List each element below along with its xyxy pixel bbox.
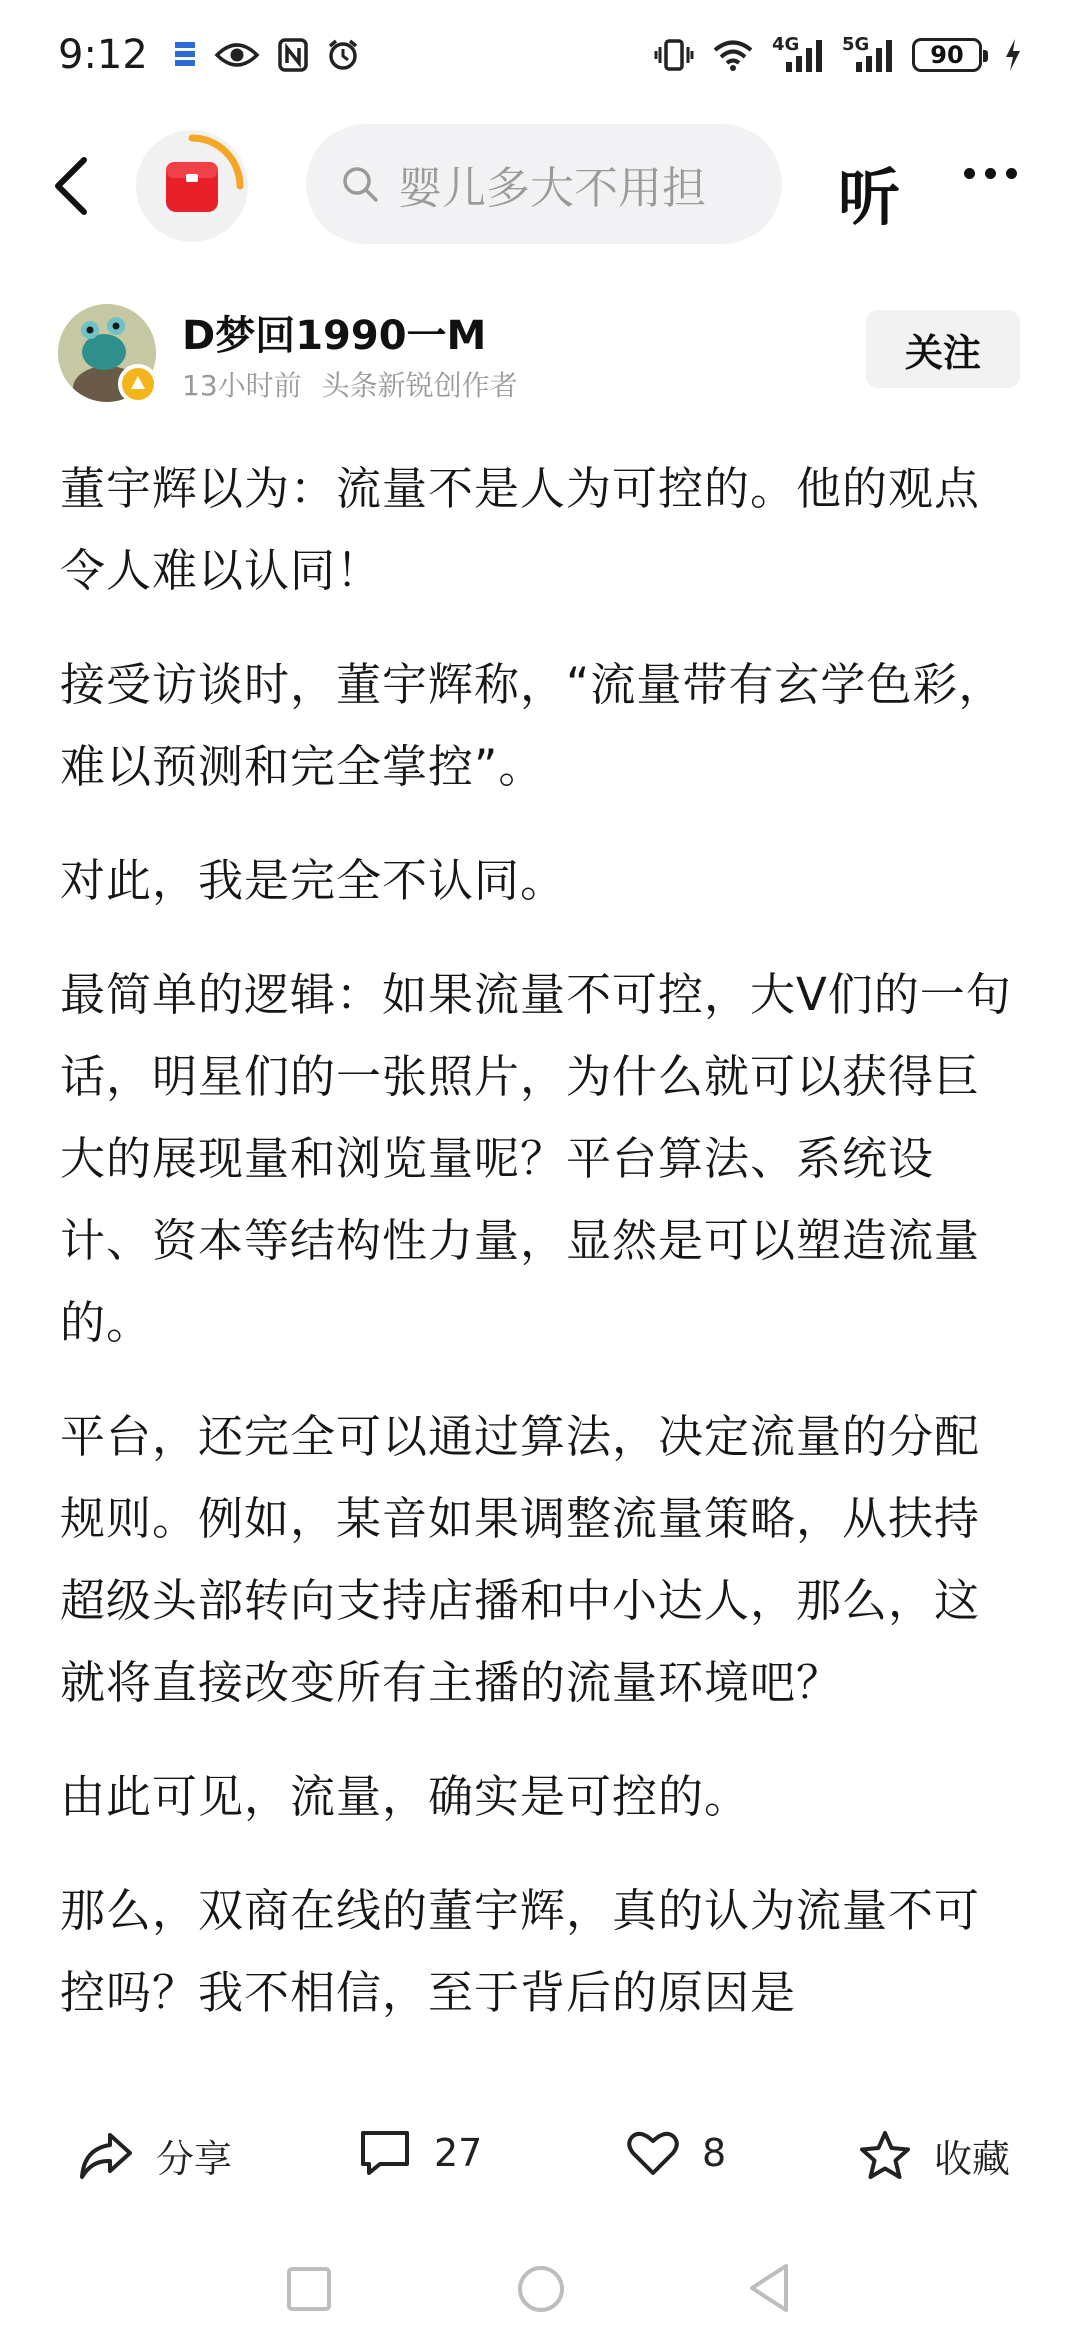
- creator-badge-label: 头条新锐创作者: [321, 369, 518, 402]
- favorite-button[interactable]: [858, 2128, 1010, 2183]
- more-options-button[interactable]: [964, 168, 1017, 179]
- search-icon: [340, 164, 380, 204]
- share-icon: [78, 2131, 134, 2181]
- follow-button[interactable]: 关注: [866, 310, 1020, 388]
- back-nav-button[interactable]: [746, 2262, 790, 2314]
- more-dot-icon: [1006, 168, 1017, 179]
- search-placeholder: 婴儿多大不用担: [398, 163, 706, 214]
- more-dot-icon: [985, 168, 996, 179]
- top-nav: [0, 118, 1080, 248]
- article-body: [60, 448, 1020, 2080]
- search-input[interactable]: [306, 124, 782, 244]
- share-button[interactable]: [78, 2128, 232, 2183]
- home-button[interactable]: [516, 2264, 566, 2314]
- article-paragraph: 董宇辉以为：流量不是人为可控的。他的观点令人难以认同！: [60, 462, 981, 597]
- vibrate-icon: [654, 38, 694, 72]
- signal-5g-icon: 5G: [842, 36, 894, 74]
- status-time: 9:12: [58, 32, 148, 78]
- article-paragraph: 接受访谈时，董宇辉称，“流量带有玄学色彩，难以预测和完全掌控”。: [60, 658, 1005, 793]
- heart-icon: [626, 2128, 680, 2178]
- like-count: 8: [702, 2131, 727, 2175]
- article-paragraph: 平台，还完全可以通过算法，决定流量的分配规则。例如，某音如果调整流量策略，从扶持超级头部转向支持店播和中小达人，那么，这就将直接改变所有主播的流量环境吧？: [60, 1410, 981, 1709]
- comment-count: 27: [434, 2131, 483, 2175]
- status-bar: [0, 0, 1080, 110]
- creator-badge-icon: [118, 364, 158, 404]
- article-action-bar: [0, 2100, 1080, 2210]
- post-time: 13小时前: [182, 369, 302, 402]
- comment-button[interactable]: [358, 2128, 482, 2178]
- author-row: [58, 304, 1028, 404]
- star-icon: [858, 2130, 912, 2182]
- nfc-icon: [278, 38, 308, 72]
- status-system-icons: [654, 36, 1022, 74]
- alarm-icon: [326, 38, 360, 72]
- like-button[interactable]: [626, 2128, 726, 2178]
- wifi-icon: [712, 38, 754, 72]
- charging-icon: [1004, 38, 1022, 72]
- system-nav-bar: [0, 2240, 1080, 2340]
- share-label: 分享: [156, 2137, 233, 2181]
- app-notification-icon: [174, 40, 196, 70]
- article-paragraph: 那么，双商在线的董宇辉，真的认为流量不可控吗？我不相信，至于背后的原因是: [60, 1884, 981, 2019]
- author-name[interactable]: D梦回1990一M: [182, 313, 487, 359]
- article-paragraph: 由此可见，流量，确实是可控的。: [60, 1770, 751, 1823]
- battery-indicator: 90: [912, 38, 982, 72]
- toutiao-logo-icon: [136, 130, 248, 242]
- article-paragraph: 最简单的逻辑：如果流量不可控，大V们的一句话，明星们的一张照片，为什么就可以获得巨大的展现量和浏览量呢？平台算法、系统设计、资本等结构性力量，显然是可以塑造流量的。: [60, 968, 1012, 1349]
- signal-4g-icon: 4G: [772, 36, 824, 74]
- article-paragraph: 对此，我是完全不认同。: [60, 854, 567, 907]
- comment-icon: [358, 2128, 412, 2178]
- status-notification-icons: [174, 38, 360, 72]
- app-logo-button[interactable]: [136, 130, 248, 242]
- eye-icon: [214, 40, 260, 70]
- chevron-left-icon: [44, 156, 100, 216]
- more-dot-icon: [964, 168, 975, 179]
- back-button[interactable]: [44, 156, 100, 216]
- author-meta: [182, 364, 518, 404]
- favorite-label: 收藏: [934, 2137, 1011, 2181]
- recent-apps-button[interactable]: [286, 2266, 332, 2312]
- avatar[interactable]: [58, 304, 156, 402]
- listen-button[interactable]: 听: [838, 161, 901, 234]
